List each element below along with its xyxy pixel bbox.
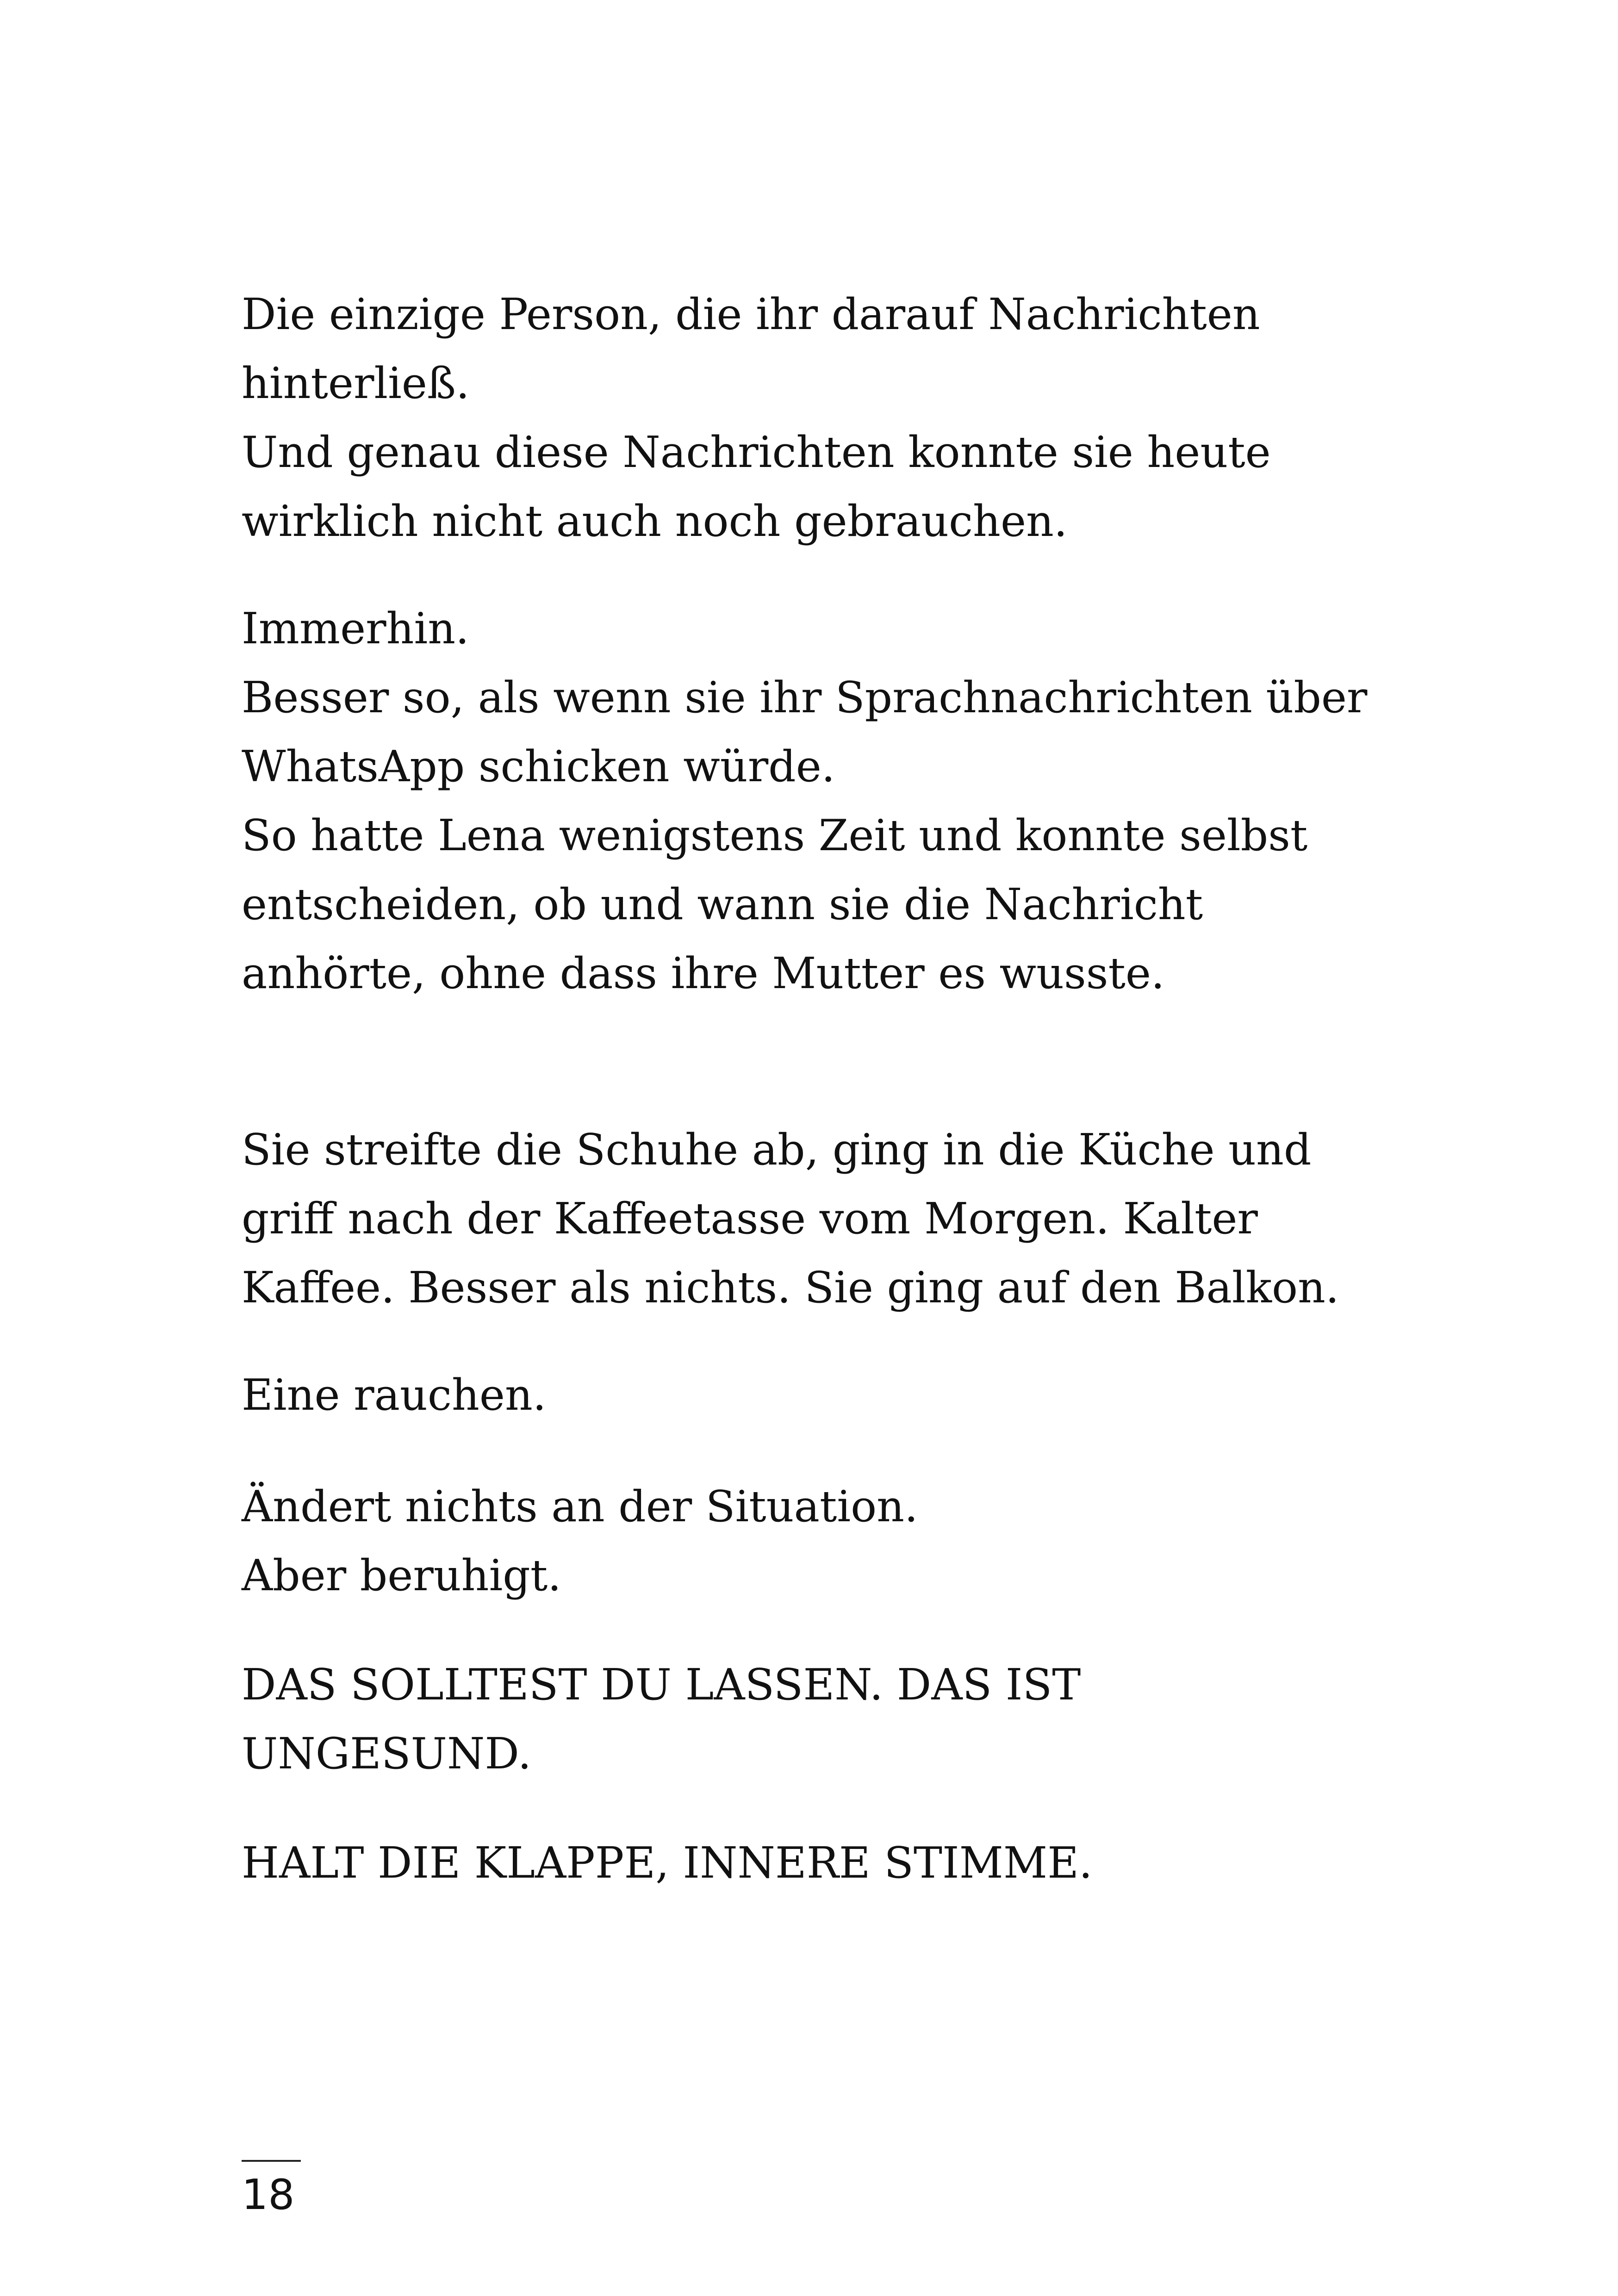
text-line: DAS SOLLTEST DU LASSEN. DAS IST: [242, 1660, 1081, 1710]
footer-divider: [242, 2160, 301, 2162]
paragraph: [242, 1361, 1445, 1430]
text-line: Immerhin.: [242, 604, 469, 653]
text-line: Die einzige Person, die ihr darauf Nachrichten: [242, 289, 1260, 339]
text-line: Sie streifte die Schuhe ab, ging in die Küche und: [242, 1125, 1312, 1175]
text-line: HALT DIE KLAPPE, INNERE STIMME.: [242, 1838, 1093, 1888]
text-line: Ändert nichts an der Situation.: [242, 1481, 918, 1531]
text-line: Aber beruhigt.: [242, 1550, 561, 1600]
text-line: Kaffee. Besser als nichts. Sie ging auf den Balkon.: [242, 1263, 1339, 1313]
text-line: entscheiden, ob und wann sie die Nachricht: [242, 879, 1203, 929]
text-line: UNGESUND.: [242, 1729, 532, 1779]
text-line: WhatsApp schicken würde.: [242, 741, 835, 791]
text-line: Eine rauchen.: [242, 1370, 547, 1420]
paragraph: [242, 1829, 1445, 1898]
paragraph: [242, 1472, 1445, 1610]
paragraph: [242, 594, 1445, 1008]
text-line: anhörte, ohne dass ihre Mutter es wusste.: [242, 948, 1165, 998]
text-line: Besser so, als wenn sie ihr Sprachnachrichten über: [242, 672, 1368, 722]
text-line: Und genau diese Nachrichten konnte sie heute: [242, 427, 1271, 477]
text-line: griff nach der Kaffeetasse vom Morgen. Kalter: [242, 1194, 1258, 1244]
text-line: So hatte Lena wenigstens Zeit und konnte selbst: [242, 810, 1308, 860]
text-line: hinterließ.: [242, 358, 470, 408]
page-number: 18: [242, 2171, 295, 2219]
paragraph: [242, 1650, 1445, 1788]
paragraph: [242, 1115, 1445, 1322]
paragraph: [242, 280, 1445, 556]
text-line: wirklich nicht auch noch gebrauchen.: [242, 496, 1068, 546]
